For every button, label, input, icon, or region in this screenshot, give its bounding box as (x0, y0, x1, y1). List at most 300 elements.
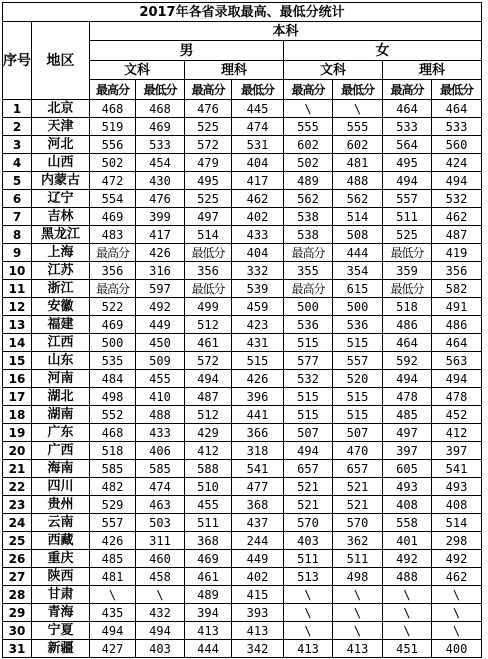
table-row (3, 586, 482, 604)
table-row (3, 424, 482, 442)
table-row (3, 262, 482, 280)
score-cell: 487 (185, 388, 232, 406)
score-cell: 570 (284, 514, 333, 532)
score-cell: 417 (232, 172, 284, 190)
table-row (3, 568, 482, 586)
score-cell: \ (136, 586, 185, 604)
score-cell: 562 (284, 190, 333, 208)
table-row (3, 136, 482, 154)
header-min: 最低分 (333, 80, 383, 100)
score-cell: 511 (383, 208, 432, 226)
score-cell: 515 (333, 406, 383, 424)
score-cell: 497 (185, 208, 232, 226)
row-region: 河南 (32, 370, 90, 388)
header-female-like: 理科 (383, 61, 482, 80)
score-cell: 445 (232, 100, 284, 118)
score-cell: 511 (333, 550, 383, 568)
score-cell: 356 (90, 262, 136, 280)
row-region: 山西 (32, 154, 90, 172)
score-cell: \ (432, 586, 482, 604)
score-cell: 482 (90, 478, 136, 496)
row-number: 12 (3, 298, 32, 316)
score-cell: 494 (432, 370, 482, 388)
score-cell: 444 (333, 244, 383, 262)
score-cell: 476 (185, 100, 232, 118)
score-cell: 472 (90, 172, 136, 190)
score-cell: 562 (333, 190, 383, 208)
score-cell: 515 (333, 334, 383, 352)
table-row (3, 370, 482, 388)
score-cell: 533 (383, 118, 432, 136)
table-row (3, 478, 482, 496)
score-cell: 397 (383, 442, 432, 460)
score-cell: 493 (432, 478, 482, 496)
score-cell: 470 (333, 442, 383, 460)
score-cell: 396 (232, 388, 284, 406)
score-cell: 519 (90, 118, 136, 136)
score-cell: 413 (333, 640, 383, 658)
score-cell: 460 (136, 550, 185, 568)
score-cell: 502 (284, 154, 333, 172)
score-cell: 521 (333, 478, 383, 496)
table-row (3, 442, 482, 460)
score-cell: 493 (383, 478, 432, 496)
score-cell: 615 (333, 280, 383, 298)
row-number: 30 (3, 622, 32, 640)
score-cell: 533 (136, 136, 185, 154)
score-cell: 563 (432, 352, 482, 370)
row-region: 甘肃 (32, 586, 90, 604)
score-cell: 500 (90, 334, 136, 352)
score-cell: 498 (333, 568, 383, 586)
score-cell: 536 (284, 316, 333, 334)
table-row (3, 496, 482, 514)
score-cell: 515 (232, 352, 284, 370)
score-cell: 469 (136, 118, 185, 136)
score-cell: 最高分 (284, 244, 333, 262)
row-region: 江西 (32, 334, 90, 352)
header-female: 女 (284, 41, 482, 61)
score-cell: 494 (185, 370, 232, 388)
header-min: 最低分 (232, 80, 284, 100)
score-cell: 494 (136, 622, 185, 640)
score-cell: 332 (232, 262, 284, 280)
score-cell: 454 (136, 154, 185, 172)
score-cell: 464 (383, 100, 432, 118)
score-cell: 451 (383, 640, 432, 658)
score-cell: 557 (90, 514, 136, 532)
score-cell: 494 (383, 370, 432, 388)
score-cell: 368 (232, 496, 284, 514)
score-cell: 657 (333, 460, 383, 478)
score-cell: 404 (232, 154, 284, 172)
score-cell: \ (383, 586, 432, 604)
score-cell: 419 (432, 244, 482, 262)
score-cell: 433 (232, 226, 284, 244)
header-male: 男 (90, 41, 284, 61)
score-cell: 582 (432, 280, 482, 298)
score-cell: 531 (232, 136, 284, 154)
score-cell: 478 (432, 388, 482, 406)
score-cell: 536 (333, 316, 383, 334)
score-cell: 455 (136, 370, 185, 388)
score-cell: 521 (284, 496, 333, 514)
score-cell: 426 (136, 244, 185, 262)
header-max: 最高分 (185, 80, 232, 100)
score-cell: 513 (284, 568, 333, 586)
row-region: 湖北 (32, 388, 90, 406)
score-cell: 564 (383, 136, 432, 154)
score-cell: 500 (284, 298, 333, 316)
table-title: 2017年各省录取最高、最低分统计 (3, 3, 482, 22)
score-cell: 512 (185, 406, 232, 424)
score-cell: 393 (232, 604, 284, 622)
score-cell: 355 (284, 262, 333, 280)
header-male-wenke: 文科 (90, 61, 185, 80)
score-cell: 525 (383, 226, 432, 244)
row-number: 5 (3, 172, 32, 190)
score-cell: 464 (432, 334, 482, 352)
row-number: 25 (3, 532, 32, 550)
score-cell: 556 (90, 136, 136, 154)
score-cell: 403 (136, 640, 185, 658)
score-cell: 487 (432, 226, 482, 244)
score-cell: 492 (432, 550, 482, 568)
table-row (3, 208, 482, 226)
score-cell: 318 (232, 442, 284, 460)
score-cell: 539 (232, 280, 284, 298)
row-region: 辽宁 (32, 190, 90, 208)
table-row (3, 532, 482, 550)
table-row (3, 172, 482, 190)
row-number: 18 (3, 406, 32, 424)
score-cell: 570 (333, 514, 383, 532)
row-region: 内蒙古 (32, 172, 90, 190)
row-number: 27 (3, 568, 32, 586)
score-cell: 477 (232, 478, 284, 496)
score-cell: 462 (432, 568, 482, 586)
row-number: 10 (3, 262, 32, 280)
table-row (3, 550, 482, 568)
score-cell: 399 (136, 208, 185, 226)
row-number: 1 (3, 100, 32, 118)
score-cell: 495 (185, 172, 232, 190)
score-cell: 521 (284, 478, 333, 496)
table-row (3, 118, 482, 136)
score-cell: 592 (383, 352, 432, 370)
score-cell: 469 (90, 316, 136, 334)
score-cell: 488 (333, 172, 383, 190)
score-cell: 406 (136, 442, 185, 460)
score-cell: 514 (333, 208, 383, 226)
row-number: 17 (3, 388, 32, 406)
score-cell: 514 (432, 514, 482, 532)
score-cell: 541 (432, 460, 482, 478)
row-number: 8 (3, 226, 32, 244)
score-cell: 408 (383, 496, 432, 514)
score-cell: \ (333, 586, 383, 604)
score-cell: 455 (185, 496, 232, 514)
row-number: 19 (3, 424, 32, 442)
row-region: 上海 (32, 244, 90, 262)
row-number: 21 (3, 460, 32, 478)
score-cell: 最高分 (90, 244, 136, 262)
row-region: 江苏 (32, 262, 90, 280)
score-cell: 342 (232, 640, 284, 658)
score-cell: 462 (432, 208, 482, 226)
score-cell: 413 (232, 622, 284, 640)
row-number: 11 (3, 280, 32, 298)
score-cell: 485 (90, 550, 136, 568)
row-region: 贵州 (32, 496, 90, 514)
row-region: 重庆 (32, 550, 90, 568)
row-number: 14 (3, 334, 32, 352)
score-cell: 522 (90, 298, 136, 316)
row-region: 四川 (32, 478, 90, 496)
score-cell: 605 (383, 460, 432, 478)
score-cell: 525 (185, 190, 232, 208)
row-region: 青海 (32, 604, 90, 622)
score-cell: 366 (232, 424, 284, 442)
score-cell: 474 (136, 478, 185, 496)
header-max: 最高分 (383, 80, 432, 100)
score-cell: 555 (333, 118, 383, 136)
score-cell: 459 (232, 298, 284, 316)
score-cell: 484 (90, 370, 136, 388)
header-benke: 本科 (90, 22, 482, 41)
score-cell: 557 (383, 190, 432, 208)
score-cell: \ (284, 604, 333, 622)
score-cell: 657 (284, 460, 333, 478)
header-male-like: 理科 (185, 61, 284, 80)
table-row (3, 640, 482, 658)
score-cell: 412 (185, 442, 232, 460)
score-cell: 512 (185, 316, 232, 334)
score-cell: 532 (284, 370, 333, 388)
row-region: 广西 (32, 442, 90, 460)
score-cell: 452 (432, 406, 482, 424)
score-cell: 478 (383, 388, 432, 406)
score-cell: 362 (333, 532, 383, 550)
score-cell: 572 (185, 352, 232, 370)
score-cell: 558 (383, 514, 432, 532)
score-cell: 430 (136, 172, 185, 190)
row-number: 2 (3, 118, 32, 136)
score-cell: 560 (432, 136, 482, 154)
score-cell: 356 (185, 262, 232, 280)
score-cell: 最低分 (383, 280, 432, 298)
row-region: 安徽 (32, 298, 90, 316)
score-cell: 462 (232, 190, 284, 208)
score-cell: \ (90, 586, 136, 604)
score-cell: 444 (185, 640, 232, 658)
score-cell: 535 (90, 352, 136, 370)
score-cell: 498 (90, 388, 136, 406)
table-row (3, 514, 482, 532)
score-cell: 525 (185, 118, 232, 136)
score-cell: 518 (90, 442, 136, 460)
score-cell: 最低分 (185, 244, 232, 262)
score-cell: 413 (185, 622, 232, 640)
score-cell: 602 (333, 136, 383, 154)
score-cell: 463 (136, 496, 185, 514)
score-cell: \ (284, 622, 333, 640)
score-cell: 597 (136, 280, 185, 298)
score-cell: 403 (284, 532, 333, 550)
row-number: 6 (3, 190, 32, 208)
score-cell: 481 (333, 154, 383, 172)
score-cell: 515 (284, 334, 333, 352)
score-cell: 552 (90, 406, 136, 424)
score-cell: 488 (136, 406, 185, 424)
row-number: 20 (3, 442, 32, 460)
score-cell: 485 (383, 406, 432, 424)
score-cell: 494 (383, 172, 432, 190)
score-cell: 532 (432, 190, 482, 208)
score-cell: 359 (383, 262, 432, 280)
row-region: 山东 (32, 352, 90, 370)
score-cell: 515 (333, 388, 383, 406)
score-cell: 431 (232, 334, 284, 352)
row-region: 浙江 (32, 280, 90, 298)
score-cell: 588 (185, 460, 232, 478)
score-cell: 509 (136, 352, 185, 370)
score-cell: 500 (333, 298, 383, 316)
row-region: 黑龙江 (32, 226, 90, 244)
score-cell: 415 (232, 586, 284, 604)
score-cell: 402 (232, 568, 284, 586)
score-cell: 424 (432, 154, 482, 172)
table-row (3, 244, 482, 262)
row-number: 3 (3, 136, 32, 154)
score-cell: 464 (432, 100, 482, 118)
score-cell: 479 (185, 154, 232, 172)
score-cell: 433 (136, 424, 185, 442)
score-cell: 450 (136, 334, 185, 352)
score-cell: 489 (185, 586, 232, 604)
score-cell: 426 (90, 532, 136, 550)
score-cell: 514 (185, 226, 232, 244)
table-row (3, 226, 482, 244)
score-cell: 538 (284, 226, 333, 244)
header-max: 最高分 (284, 80, 333, 100)
row-number: 22 (3, 478, 32, 496)
score-cell: 最高分 (284, 280, 333, 298)
score-cell: 437 (232, 514, 284, 532)
score-cell: 585 (90, 460, 136, 478)
score-cell: 495 (383, 154, 432, 172)
score-cell: 356 (432, 262, 482, 280)
score-cell: \ (432, 604, 482, 622)
score-cell: 468 (136, 100, 185, 118)
score-cell: 417 (136, 226, 185, 244)
score-cell: 508 (333, 226, 383, 244)
row-region: 湖南 (32, 406, 90, 424)
score-cell: 476 (136, 190, 185, 208)
row-region: 云南 (32, 514, 90, 532)
row-number: 31 (3, 640, 32, 658)
table-row (3, 298, 482, 316)
score-cell: 474 (232, 118, 284, 136)
header-max: 最高分 (90, 80, 136, 100)
score-cell: \ (284, 586, 333, 604)
score-cell: 468 (90, 100, 136, 118)
row-region: 广东 (32, 424, 90, 442)
score-cell: 429 (185, 424, 232, 442)
score-cell: 492 (383, 550, 432, 568)
score-cell: 410 (136, 388, 185, 406)
table-row (3, 316, 482, 334)
score-cell: 468 (90, 424, 136, 442)
score-cell: 469 (185, 550, 232, 568)
score-cell: \ (383, 604, 432, 622)
row-number: 29 (3, 604, 32, 622)
score-cell: 577 (284, 352, 333, 370)
header-seq: 序号 (3, 22, 32, 100)
score-cell: 441 (232, 406, 284, 424)
score-cell: 489 (284, 172, 333, 190)
score-cell: 529 (90, 496, 136, 514)
score-cell: 486 (383, 316, 432, 334)
score-cell: 533 (432, 118, 482, 136)
score-cell: 494 (432, 172, 482, 190)
score-cell: 502 (90, 154, 136, 172)
row-region: 天津 (32, 118, 90, 136)
score-cell: 507 (333, 424, 383, 442)
header-region: 地区 (32, 22, 90, 100)
score-cell: 400 (432, 640, 482, 658)
row-region: 新疆 (32, 640, 90, 658)
score-cell: 最低分 (383, 244, 432, 262)
row-region: 西藏 (32, 532, 90, 550)
row-number: 9 (3, 244, 32, 262)
table-row (3, 352, 482, 370)
header-female-wenke: 文科 (284, 61, 383, 80)
score-cell: \ (333, 622, 383, 640)
score-cell: 461 (185, 334, 232, 352)
score-cell: \ (432, 622, 482, 640)
score-cell: 494 (284, 442, 333, 460)
score-cell: \ (333, 100, 383, 118)
table-row (3, 100, 482, 118)
score-cell: 423 (232, 316, 284, 334)
score-cell: 427 (90, 640, 136, 658)
score-cell: 497 (383, 424, 432, 442)
score-cell: 554 (90, 190, 136, 208)
score-cell: 413 (284, 640, 333, 658)
table-row (3, 280, 482, 298)
row-number: 24 (3, 514, 32, 532)
score-cell: 557 (333, 352, 383, 370)
score-cell: 最高分 (90, 280, 136, 298)
row-number: 23 (3, 496, 32, 514)
table-row (3, 622, 482, 640)
score-cell: 510 (185, 478, 232, 496)
score-cell: 464 (383, 334, 432, 352)
score-cell: 458 (136, 568, 185, 586)
score-cell: 432 (136, 604, 185, 622)
score-cell: 541 (232, 460, 284, 478)
score-cell: 521 (333, 496, 383, 514)
score-table (2, 2, 482, 658)
score-cell: 511 (185, 514, 232, 532)
table-row (3, 190, 482, 208)
score-cell: 492 (136, 298, 185, 316)
row-number: 15 (3, 352, 32, 370)
row-region: 宁夏 (32, 622, 90, 640)
score-cell: 538 (284, 208, 333, 226)
score-cell: 最低分 (185, 280, 232, 298)
